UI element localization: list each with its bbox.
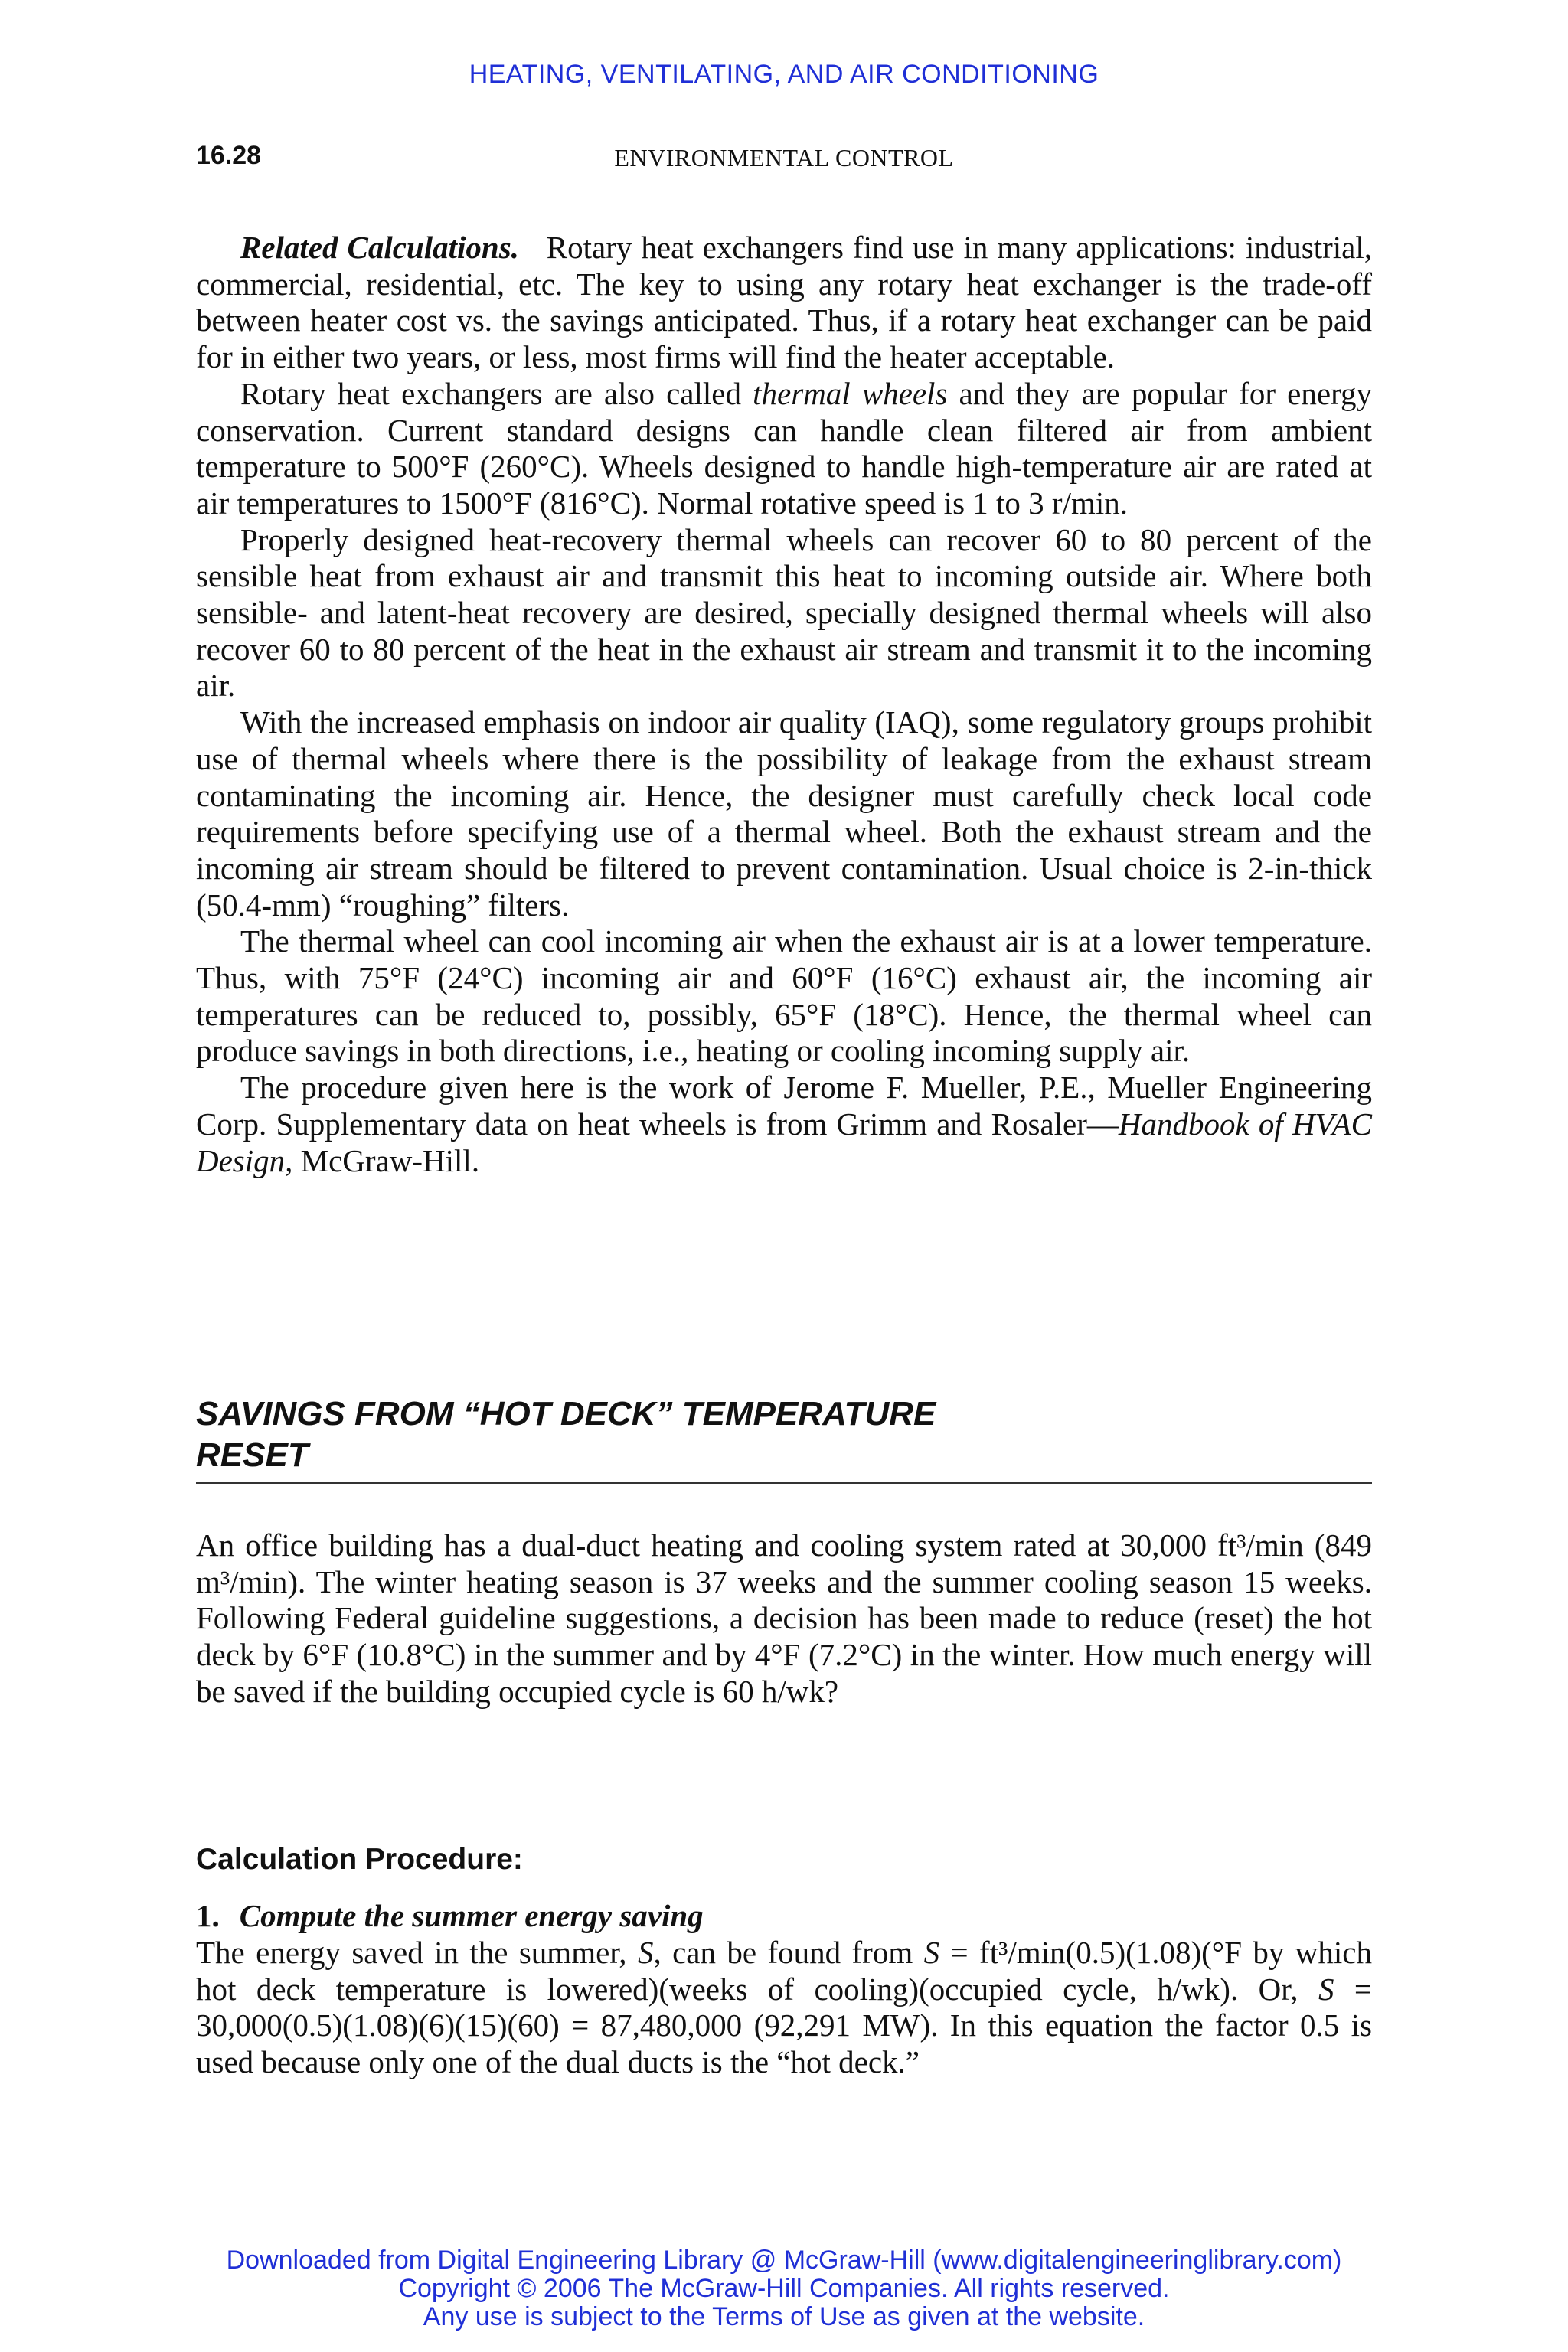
- emphasis-thermal-wheels: thermal wheels: [753, 375, 948, 411]
- copyright-footer: [0, 2246, 1568, 2331]
- problem-statement: An office building has a dual-duct heating and cooling system rated at 30,000 ft³/min (849 m³/min). The winter heating season is 37 weeks and the summer cooling season 15 weeks. Following Federal guideline suggestions, a decision has been made to reduce (reset) the hot deck by 6°F (10.8°C) in the summer and by 4°F (7.2°C) in the winter. How much energy will be saved if the building occupied cycle is 60 h/wk?: [196, 1527, 1372, 1709]
- related-paragraph-2-text-a: Rotary heat exchangers are also called: [240, 375, 753, 411]
- calculation-procedure-heading: Calculation Procedure:: [196, 1843, 523, 1876]
- heading-divider: [196, 1482, 1372, 1484]
- related-paragraph-3: Properly designed heat-recovery thermal wheels can recover 60 to 80 percent of the sensible heat from exhaust air and transmit this heat to incoming outside air. Where both sensible- and latent-heat recovery are desired, specially designed thermal wheels will also recover 60 to 80 percent of the heat in the exhaust air stream and transmit it to the incoming air.: [196, 521, 1372, 704]
- run-in-heading: Related Calculations.: [240, 230, 519, 265]
- problem-statement-section: [196, 1527, 1372, 1710]
- footer-terms-of-use: Any use is subject to the Terms of Use as given at the website.: [423, 2302, 1145, 2331]
- related-paragraph-6-text-b: McGraw-Hill.: [292, 1142, 480, 1178]
- related-paragraph-4: With the increased emphasis on indoor air quality (IAQ), some regulatory groups prohibit use of thermal wheels where there is the possibility of leakage from the exhaust stream contaminating the incoming air. Hence, the designer must carefully check local code requirements before specifying use of a thermal wheel. Both the exhaust stream and the incoming air stream should be filtered to prevent contamination. Usual choice is 2-in-thick (50.4-mm) “roughing” filters.: [196, 704, 1372, 923]
- footer-copyright: Copyright © 2006 The McGraw-Hill Companies. All rights reserved.: [398, 2274, 1170, 2303]
- variable-s: S: [637, 1935, 654, 1970]
- step-1-text-c: = ft³/min(0.5)(1.08)(°F by which hot deck temperature is lowered)(weeks of cooling)(occupied cycle, h/wk). Or,: [196, 1935, 1372, 2007]
- step-1-text-b: , can be found from: [653, 1935, 924, 1970]
- related-paragraph-6-text-a: The procedure given here is the work of Jerome F. Mueller, P.E., Mueller Engineering Corp. Supplementary data on heat wheels is from Grimm and Rosaler—: [196, 1070, 1372, 1142]
- related-paragraph-2: [196, 376, 1372, 522]
- related-paragraph-5: The thermal wheel can cool incoming air when the exhaust air is at a lower temperature. Thus, with 75°F (24°C) incoming air and 60°F (16°C) exhaust air, the incoming air temperatures can be reduced to, possibly, 65°F (18°C). Hence, the thermal wheel can produce savings in both directions, i.e., heating or cooling incoming supply air.: [196, 923, 1372, 1069]
- related-paragraph-1-text: Rotary heat exchangers find use in many applications: industrial, commercial, residential, etc. The key to using any rotary heat exchanger is the trade-off between heater cost vs. the savings anticipated. Thus, if a rotary heat exchanger can be paid for in either two years, or less, most firms will find the heater acceptable.: [196, 230, 1372, 375]
- section-title: ENVIRONMENTAL CONTROL: [614, 144, 954, 172]
- related-paragraph-1: [196, 230, 1372, 376]
- page-number: 16.28: [196, 141, 262, 170]
- problem-heading: [196, 1393, 1372, 1476]
- step-1-paragraph: [196, 1935, 1372, 2081]
- footer-download-link[interactable]: Downloaded from Digital Engineering Library @ McGraw-Hill (www.digitalengineeringlibrary.com): [226, 2246, 1342, 2275]
- related-paragraph-2-text-b: and they are popular for energy conservation. Current standard designs can handle clean filtered air from ambient temperature to 500°F (260°C). Wheels designed to handle high-temperature air are rated at air temperatures to 1500°F (816°C). Normal rotative speed is 1 to 3 r/min.: [196, 375, 1372, 521]
- book-title-citation: Handbook of HVAC Design,: [196, 1106, 1372, 1178]
- running-head: HEATING, VENTILATING, AND AIR CONDITIONING: [469, 60, 1099, 89]
- step-1-heading: [196, 1897, 704, 1934]
- problem-heading-line-1: SAVINGS FROM “HOT DECK” TEMPERATURE: [196, 1395, 936, 1432]
- related-calculations-section: [196, 230, 1372, 1179]
- step-1-text-a: The energy saved in the summer,: [196, 1935, 638, 1970]
- step-1-text-d: = 30,000(0.5)(1.08)(6)(15)(60) = 87,480,000 (92,291 MW). In this equation the factor 0.5 is used because only one of the dual ducts is the “hot deck.”: [196, 1971, 1373, 2080]
- step-1-body: [196, 1935, 1372, 2081]
- variable-s: S: [923, 1935, 940, 1970]
- related-paragraph-6: [196, 1070, 1372, 1179]
- problem-heading-line-2: RESET: [196, 1436, 309, 1474]
- step-1-number: 1.: [196, 1898, 220, 1933]
- variable-s: S: [1318, 1971, 1334, 2007]
- step-1-title: Compute the summer energy saving: [239, 1898, 704, 1933]
